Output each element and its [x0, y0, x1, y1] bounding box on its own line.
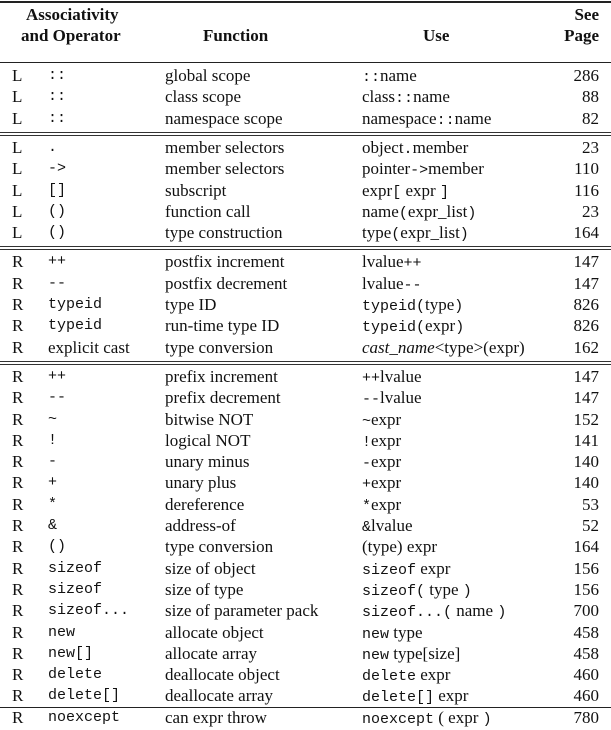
header-assoc-line2: and Operator: [21, 26, 121, 45]
use-expression: [362, 273, 422, 296]
use-segment: ): [462, 582, 472, 600]
use-segment: class: [362, 87, 396, 107]
group-separator: [0, 249, 611, 250]
use-segment: cast_name: [362, 337, 435, 357]
operator: .: [48, 138, 58, 156]
associativity: L: [12, 87, 23, 107]
operator: []: [48, 181, 67, 199]
function: unary minus: [165, 452, 250, 472]
table-row: [0, 273, 611, 294]
use-expression: [362, 409, 401, 432]
see-page: 23: [582, 201, 599, 221]
associativity: L: [12, 180, 23, 200]
see-page: 152: [573, 409, 599, 429]
use-segment: pointer: [362, 159, 411, 179]
operator: typeid: [48, 317, 103, 335]
use-segment: member: [428, 159, 484, 179]
operator: ::: [48, 67, 67, 84]
use-segment: ::: [362, 69, 381, 86]
use-segment: name: [454, 108, 492, 128]
table-row: [0, 451, 611, 472]
function: size of object: [165, 558, 256, 578]
use-expression: [362, 158, 484, 181]
use-segment: new: [362, 646, 390, 664]
table-row: [0, 108, 611, 129]
table-row: [0, 643, 611, 664]
use-segment: ): [497, 604, 507, 622]
associativity: L: [12, 223, 23, 243]
header-function: Function: [203, 26, 269, 45]
see-page: 826: [573, 316, 599, 336]
use-segment: namespace: [362, 108, 437, 128]
use-segment: lvalue: [362, 252, 404, 272]
table-row: [0, 137, 611, 158]
associativity: R: [12, 601, 24, 621]
use-segment: delete[]: [362, 689, 435, 707]
group-separator: [0, 132, 611, 133]
function: size of type: [165, 579, 244, 599]
table-row: [0, 222, 611, 243]
operator: delete[]: [48, 687, 121, 705]
associativity: R: [12, 252, 24, 272]
use-expression: [362, 494, 401, 517]
operator: -: [48, 453, 58, 471]
associativity: R: [12, 558, 24, 578]
table-row: [0, 387, 611, 408]
table-row: [0, 294, 611, 315]
use-expression: [362, 137, 468, 160]
associativity: R: [12, 273, 24, 293]
top-rule: [0, 1, 611, 3]
operator: ::: [48, 109, 67, 127]
use-segment: ): [467, 204, 477, 222]
function: type construction: [165, 223, 283, 243]
use-segment: ->: [410, 162, 429, 180]
associativity: R: [12, 622, 24, 642]
table-row: [0, 86, 611, 107]
use-segment: .: [403, 140, 413, 158]
table-row: [0, 494, 611, 515]
use-segment: +: [362, 476, 372, 494]
use-expression: [362, 201, 476, 224]
associativity: R: [12, 473, 24, 493]
function: bitwise NOT: [165, 409, 254, 429]
use-segment: sizeof: [362, 561, 417, 579]
use-expression: [362, 643, 460, 666]
use-expression: [362, 685, 468, 708]
table-row: [0, 201, 611, 222]
see-page: 147: [573, 388, 599, 408]
operator: ->: [48, 160, 67, 178]
operator: ~: [48, 410, 58, 428]
table-row: [0, 515, 611, 536]
use-segment: [: [392, 183, 402, 201]
see-page: 826: [573, 295, 599, 314]
function: run-time type ID: [165, 316, 280, 336]
operator: explicit cast: [48, 337, 130, 357]
table-row: [0, 430, 611, 451]
use-segment: expr: [425, 316, 456, 336]
see-page: 164: [573, 537, 599, 557]
use-segment: typeid(: [362, 319, 426, 337]
associativity: R: [12, 430, 24, 450]
see-page: 460: [573, 686, 599, 706]
see-page: 110: [574, 159, 599, 179]
use-segment: type: [362, 223, 392, 243]
function: type conversion: [165, 537, 274, 557]
table-row: [0, 600, 611, 621]
header-use: Use: [423, 26, 450, 45]
table-row: [0, 65, 611, 86]
see-page: 116: [574, 180, 599, 200]
see-page: 53: [582, 494, 599, 514]
use-segment: type: [425, 295, 455, 314]
table-row: [0, 409, 611, 430]
use-segment: name: [452, 601, 498, 621]
see-page: 147: [573, 252, 599, 272]
table-row: [0, 366, 611, 387]
operator: &: [48, 517, 58, 534]
associativity: L: [12, 201, 23, 221]
operator: --: [48, 389, 67, 407]
operator: !: [48, 431, 58, 449]
use-expression: [362, 600, 506, 623]
use-segment: ): [482, 710, 492, 728]
function: allocate array: [165, 643, 258, 663]
header-assoc-line1: Associativity: [26, 5, 119, 24]
see-page: 140: [573, 452, 599, 472]
use-segment: expr: [371, 430, 402, 450]
associativity: R: [12, 686, 24, 706]
use-expression: [362, 622, 423, 645]
function: allocate object: [165, 622, 264, 642]
see-page: 156: [573, 558, 599, 578]
use-segment: <type>(expr): [434, 337, 525, 357]
use-segment: expr: [434, 686, 469, 706]
associativity: R: [12, 295, 24, 314]
use-segment: --: [362, 391, 381, 409]
table-row: [0, 664, 611, 685]
see-page: 141: [573, 430, 599, 450]
group-separator: [0, 135, 611, 136]
associativity: R: [12, 316, 24, 336]
operator: --: [48, 274, 67, 292]
table-row: [0, 315, 611, 336]
use-expression: [362, 451, 401, 474]
use-segment: noexcept: [362, 710, 435, 728]
function: dereference: [165, 494, 245, 514]
table-row: [0, 472, 611, 493]
see-page: 88: [582, 87, 599, 107]
associativity: R: [12, 366, 24, 386]
use-expression: [362, 366, 422, 389]
function: global scope: [165, 66, 251, 85]
function: type conversion: [165, 337, 274, 357]
function: logical NOT: [165, 430, 251, 450]
associativity: R: [12, 337, 24, 357]
use-segment: ): [459, 226, 469, 244]
operator: *: [48, 495, 58, 513]
use-expression: [362, 222, 469, 245]
associativity: R: [12, 579, 24, 599]
function: postfix decrement: [165, 273, 288, 293]
function: deallocate array: [165, 686, 274, 706]
use-segment: expr: [371, 473, 402, 493]
use-segment: (: [398, 204, 408, 222]
use-segment: ::: [436, 111, 455, 129]
use-segment: ++: [362, 369, 381, 387]
use-expression: [362, 315, 464, 338]
use-segment: expr_list: [400, 223, 460, 243]
table-row: [0, 558, 611, 579]
see-page: 156: [573, 579, 599, 599]
function: address-of: [165, 516, 236, 535]
function: function call: [165, 201, 251, 221]
function: deallocate object: [165, 665, 280, 685]
use-segment: type: [425, 579, 463, 599]
operator: new[]: [48, 644, 94, 662]
table-row: [0, 622, 611, 643]
see-page: 162: [573, 337, 599, 357]
function: prefix decrement: [165, 388, 281, 408]
operator: typeid: [48, 296, 103, 313]
use-expression: [362, 664, 450, 687]
use-segment: ~: [362, 412, 372, 430]
use-segment: sizeof(: [362, 582, 426, 600]
use-expression: [362, 180, 449, 203]
see-page: 458: [573, 622, 599, 642]
use-expression: [362, 579, 472, 602]
use-expression: [362, 294, 463, 317]
use-segment: *: [362, 497, 372, 515]
function: unary plus: [165, 473, 237, 493]
use-segment: lvalue: [362, 273, 404, 293]
table-row: [0, 180, 611, 201]
use-expression: [362, 337, 525, 358]
use-segment: ( expr: [434, 707, 483, 727]
associativity: L: [12, 66, 23, 85]
use-segment: member: [412, 137, 469, 157]
operator: +: [48, 474, 58, 492]
operator: (): [48, 538, 67, 556]
associativity: R: [12, 388, 24, 408]
see-page: 700: [573, 601, 599, 621]
function: namespace scope: [165, 108, 283, 128]
function: can expr throw: [165, 707, 267, 727]
use-segment: lvalue: [380, 388, 422, 408]
use-expression: [362, 251, 422, 274]
function: postfix increment: [165, 252, 285, 272]
function: prefix increment: [165, 366, 278, 386]
use-segment: ]: [439, 183, 449, 201]
see-page: 23: [582, 137, 599, 157]
use-segment: delete: [362, 668, 417, 686]
table-row: [0, 337, 611, 358]
operator: ++: [48, 253, 67, 271]
operator: sizeof...: [48, 602, 130, 620]
use-segment: ::: [395, 90, 414, 108]
function: size of parameter pack: [165, 601, 319, 621]
use-segment: name: [413, 87, 450, 107]
see-page: 458: [573, 643, 599, 663]
group-separator: [0, 246, 611, 247]
associativity: R: [12, 707, 24, 727]
function: subscript: [165, 180, 227, 200]
use-expression: [362, 536, 437, 557]
use-expression: [362, 65, 417, 88]
use-expression: [362, 86, 450, 109]
use-segment: (type) expr: [362, 537, 438, 557]
use-segment: name: [362, 201, 399, 221]
header-page-line2: Page: [564, 26, 599, 45]
use-segment: sizeof...(: [362, 604, 453, 622]
table-row: [0, 579, 611, 600]
associativity: R: [12, 409, 24, 429]
use-segment: -: [362, 455, 372, 473]
table-row: [0, 536, 611, 557]
use-expression: [362, 387, 422, 410]
use-expression: [362, 472, 401, 495]
see-page: 82: [582, 108, 599, 128]
table-header: [0, 4, 611, 62]
use-segment: expr: [371, 452, 402, 472]
table-row: [0, 685, 611, 706]
use-segment: ): [455, 319, 465, 337]
function: member selectors: [165, 137, 285, 157]
use-expression: [362, 430, 401, 453]
operator: new: [48, 623, 76, 641]
see-page: 460: [573, 665, 599, 685]
function: member selectors: [165, 159, 285, 179]
operator: noexcept: [48, 708, 121, 726]
see-page: 52: [582, 516, 599, 535]
bottom-rule: [0, 707, 611, 708]
use-segment: object: [362, 137, 404, 157]
function: type ID: [165, 295, 217, 314]
use-segment: type: [389, 622, 423, 642]
table-row: [0, 251, 611, 272]
see-page: 147: [573, 273, 599, 293]
associativity: L: [12, 159, 23, 179]
use-segment: lvalue: [371, 516, 413, 535]
use-segment: expr: [401, 180, 440, 200]
operator: (): [48, 224, 67, 242]
associativity: R: [12, 452, 24, 472]
use-segment: expr_list: [407, 201, 468, 221]
use-segment: expr: [371, 409, 402, 429]
operator: ::: [48, 88, 67, 106]
associativity: R: [12, 494, 24, 514]
group-separator: [0, 361, 611, 362]
use-segment: expr: [416, 665, 451, 685]
use-segment: ): [454, 298, 464, 315]
use-segment: (: [391, 226, 401, 244]
operator: ++: [48, 367, 67, 385]
function: class scope: [165, 87, 242, 107]
associativity: L: [12, 137, 23, 157]
table-row: [0, 158, 611, 179]
use-segment: expr: [371, 494, 402, 514]
use-segment: lvalue: [380, 366, 422, 386]
use-segment: --: [403, 276, 422, 294]
use-expression: [362, 108, 491, 131]
use-segment: expr: [362, 180, 393, 200]
see-page: 286: [573, 66, 599, 85]
use-segment: typeid(: [362, 298, 426, 315]
use-segment: ++: [403, 255, 422, 273]
group-separator: [0, 364, 611, 365]
use-expression: [362, 515, 413, 538]
associativity: L: [12, 108, 23, 128]
use-segment: new: [362, 625, 390, 643]
associativity: R: [12, 537, 24, 557]
see-page: 780: [573, 707, 599, 727]
use-segment: name: [380, 66, 417, 85]
associativity: R: [12, 516, 24, 535]
operator: sizeof: [48, 559, 103, 577]
use-segment: expr: [416, 558, 451, 578]
associativity: R: [12, 643, 24, 663]
header-rule: [0, 62, 611, 63]
operator: (): [48, 202, 67, 220]
use-expression: [362, 707, 492, 730]
see-page: 147: [573, 366, 599, 386]
use-segment: type[size]: [389, 643, 461, 663]
use-segment: !: [362, 433, 372, 451]
use-segment: &: [362, 519, 372, 536]
associativity: R: [12, 665, 24, 685]
operator: sizeof: [48, 580, 103, 598]
use-expression: [362, 558, 450, 581]
see-page: 164: [573, 223, 599, 243]
header-page-line1: See: [574, 5, 599, 24]
see-page: 140: [573, 473, 599, 493]
operator: delete: [48, 666, 103, 684]
